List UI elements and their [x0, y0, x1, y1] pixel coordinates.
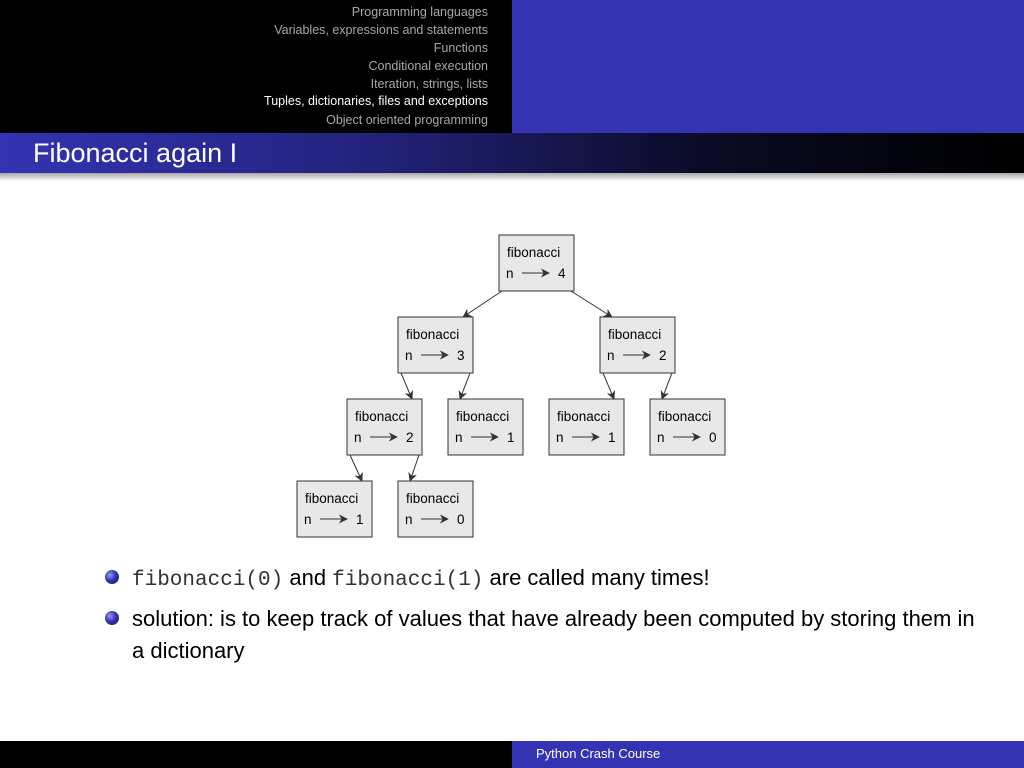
nav-section-4[interactable]: Conditional execution: [368, 59, 488, 73]
bullet-text: solution: is to keep track of values that have already been computed by storing them in a dictionary: [132, 606, 975, 663]
frame-function-name: fibonacci: [355, 409, 409, 424]
frame-variable-name: n: [607, 348, 615, 363]
nav-section-5[interactable]: Iteration, strings, lists: [370, 77, 488, 91]
frame-box: [347, 399, 422, 455]
frame-box: [650, 399, 725, 455]
frame-variable-value: 1: [356, 512, 364, 527]
frame-box: [398, 317, 473, 373]
stack-frame: [398, 481, 473, 537]
bullet-icon: [105, 611, 119, 625]
frame-function-name: fibonacci: [557, 409, 611, 424]
frame-box: [297, 481, 372, 537]
nav-section-2[interactable]: Variables, expressions and statements: [274, 23, 488, 37]
footer-course-title: Python Crash Course: [536, 746, 661, 761]
bullet-text: and: [283, 565, 333, 590]
frame-function-name: fibonacci: [608, 327, 662, 342]
stack-frame: [347, 399, 422, 455]
code-fibonacci-0: fibonacci(0): [132, 569, 284, 592]
frame-variable-value: 1: [507, 430, 515, 445]
nav-section-1[interactable]: Programming languages: [351, 5, 488, 19]
frame-box: [600, 317, 675, 373]
frame-variable-name: n: [354, 430, 362, 445]
frame-function-name: fibonacci: [507, 245, 561, 260]
footer: [0, 741, 1024, 768]
stack-frame: [549, 399, 624, 455]
frame-box: [448, 399, 523, 455]
frame-variable-name: n: [556, 430, 564, 445]
footer-left-panel: [0, 741, 512, 768]
call-arrow: [571, 291, 612, 317]
stack-frame: [448, 399, 523, 455]
frame-box: [499, 235, 574, 291]
frame-variable-name: n: [455, 430, 463, 445]
bullet-item-2: [105, 603, 985, 667]
frame-variable-value: 2: [659, 348, 667, 363]
bullet-text: are called many times!: [483, 565, 710, 590]
bullet-icon: [105, 570, 119, 584]
frame-variable-value: 0: [457, 512, 465, 527]
slide-title: Fibonacci again I: [33, 138, 238, 168]
frame-box: [549, 399, 624, 455]
code-fibonacci-1: fibonacci(1): [332, 569, 484, 592]
stack-frame: [499, 235, 574, 291]
call-arrow: [401, 373, 412, 399]
frame-function-name: fibonacci: [305, 491, 359, 506]
frame-variable-value: 0: [709, 430, 717, 445]
frame-function-name: fibonacci: [406, 327, 460, 342]
call-arrow: [463, 291, 502, 317]
call-arrow: [603, 373, 614, 399]
frame-variable-name: n: [506, 266, 514, 281]
frame-variable-name: n: [405, 348, 413, 363]
frame-variable-value: 3: [457, 348, 465, 363]
call-arrow: [460, 373, 470, 399]
call-arrow: [662, 373, 672, 399]
nav-section-6-active[interactable]: Tuples, dictionaries, files and exceptions: [264, 94, 488, 108]
frame-variable-name: n: [304, 512, 312, 527]
frame-variable-name: n: [657, 430, 665, 445]
frame-function-name: fibonacci: [658, 409, 712, 424]
call-arrow: [350, 455, 362, 481]
frame-box: [398, 481, 473, 537]
frame-variable-value: 1: [608, 430, 616, 445]
frame-variable-value: 4: [558, 266, 566, 281]
stack-frame: [398, 317, 473, 373]
bullet-item-1: [105, 562, 985, 597]
stack-frame: [650, 399, 725, 455]
call-arrow: [410, 455, 419, 481]
frame-function-name: fibonacci: [456, 409, 510, 424]
bullet-list: [105, 562, 985, 673]
stack-frame: [600, 317, 675, 373]
frame-variable-value: 2: [406, 430, 414, 445]
nav-section-7[interactable]: Object oriented programming: [326, 113, 488, 127]
frame-variable-name: n: [405, 512, 413, 527]
frame-function-name: fibonacci: [406, 491, 460, 506]
stack-frame: [297, 481, 372, 537]
nav-section-3[interactable]: Functions: [433, 41, 488, 55]
